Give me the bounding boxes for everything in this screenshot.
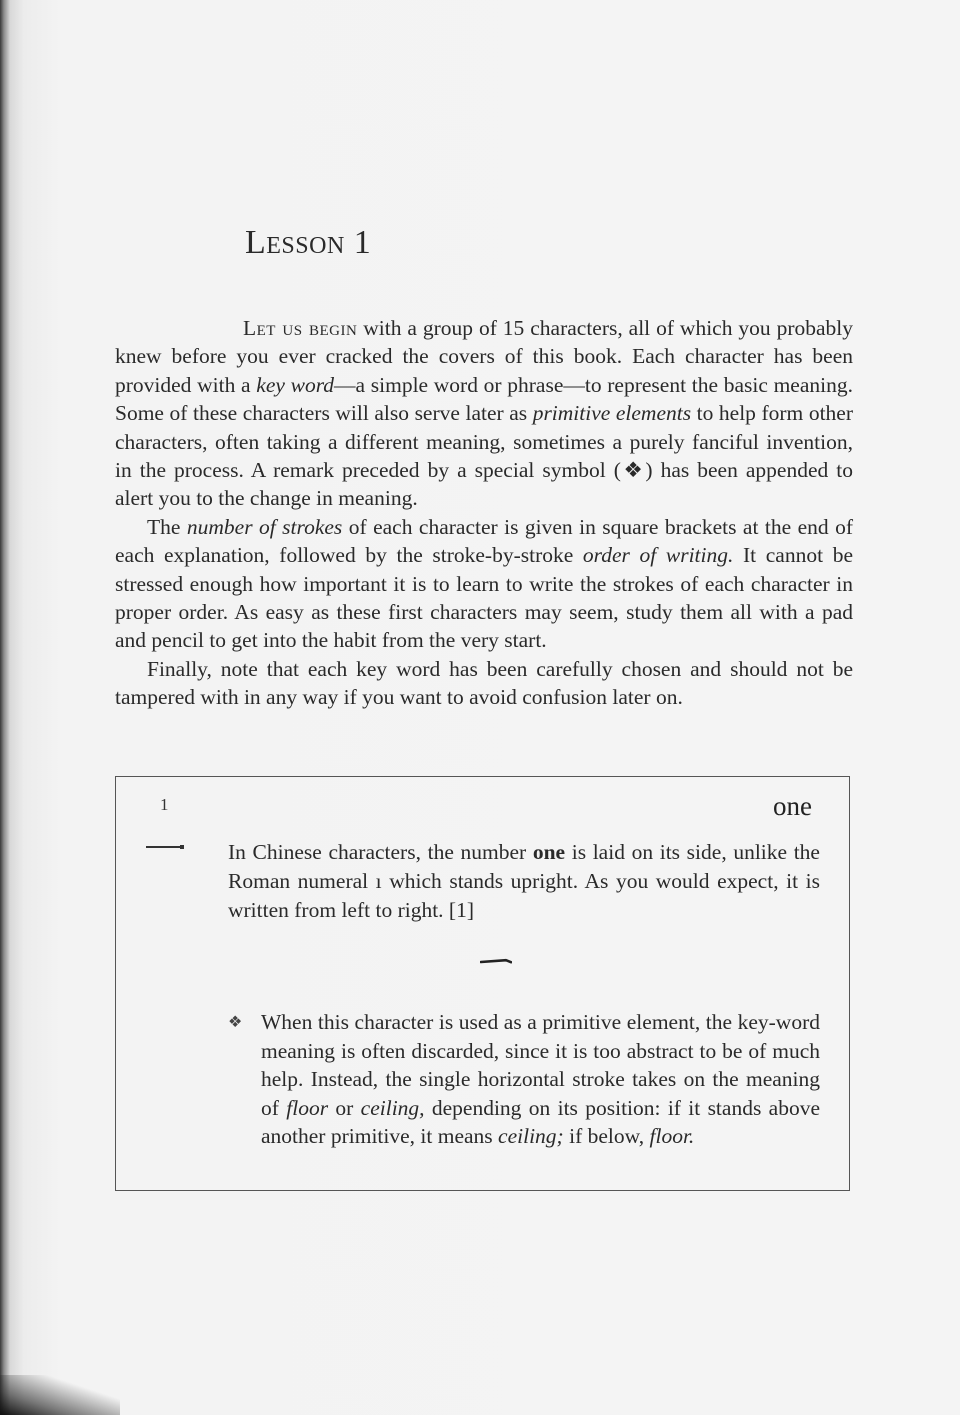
- intro-lead: Let us begin: [243, 316, 358, 340]
- primitive-elements-term: primitive elements: [532, 401, 692, 426]
- frame-number: 1: [160, 795, 169, 814]
- primitive-run: if below,: [563, 1124, 650, 1149]
- character-glyph-one: [146, 846, 182, 848]
- frame-keyword: one: [773, 791, 812, 821]
- floor-term: floor.: [649, 1124, 695, 1149]
- intro-text-run: of each character is given in square brackets at the end of each explanation, followed by the stroke-by-stroke: [115, 514, 853, 568]
- page-corner-shadow: [0, 1375, 120, 1415]
- intro-text-run: The: [147, 514, 187, 539]
- stroke-1: [481, 960, 511, 962]
- intro-paragraph-1: [115, 314, 853, 513]
- intro-text: [115, 314, 853, 712]
- intro-text-run: to help form other characters, often taking a different meaning, sometimes a purely fanciful invention, in the process. A remark preceded by a special symbol (❖) has been appended to alert you to the change in meaning.: [115, 401, 854, 511]
- intro-paragraph-2: [115, 513, 853, 655]
- frame-explanation: [228, 838, 820, 925]
- primitive-note: [261, 1008, 820, 1151]
- stroke-order-diagram: [480, 957, 512, 965]
- primitive-run: When this character is used as a primitive element, the key-word meaning is often discarded, since it is too abstract to be of much help. Instead, the single horizontal stroke takes on the meaning of: [261, 1010, 820, 1120]
- primitive-run: or: [328, 1095, 361, 1120]
- ceiling-term: ceiling,: [360, 1095, 425, 1120]
- key-word-term: key word: [256, 372, 335, 397]
- primitive-symbol-icon: ❖: [228, 1014, 243, 1031]
- intro-paragraph-3: Finally, note that each key word has been carefully chosen and should not be tampered with in any way if you want to avoid confusion later on.: [115, 656, 853, 710]
- intro-text-run: with a group of 15 characters, all of which you probably knew before you ever cracked the covers of this book. Each character has been provided with a: [115, 316, 853, 397]
- intro-text-run: It cannot be stressed enough how important it is to learn to write the strokes of each character in proper order. As easy as these first characters may seem, study them all with a pad and pencil to get into the habit from the very start.: [115, 543, 853, 653]
- explanation-run: In Chinese characters, the number: [228, 840, 533, 864]
- explanation-run: is laid on its side, unlike the Roman numeral ı which stands upright. As you would expect, it is written from left to right. [1]: [228, 840, 820, 922]
- number-of-strokes-term: number of strokes: [186, 514, 343, 539]
- primitive-run: depending on its position: if it stands above another primitive, it means: [261, 1095, 820, 1149]
- explanation-keyword: one: [532, 840, 566, 864]
- lesson-title: Lesson 1: [245, 224, 372, 261]
- order-of-writing-term: order of writing.: [582, 543, 734, 568]
- intro-text-run: —a simple word or phrase—to represent the basic meaning. Some of these characters will also serve later as: [115, 372, 853, 426]
- ceiling-term: ceiling;: [498, 1124, 564, 1149]
- floor-term: floor: [286, 1095, 329, 1120]
